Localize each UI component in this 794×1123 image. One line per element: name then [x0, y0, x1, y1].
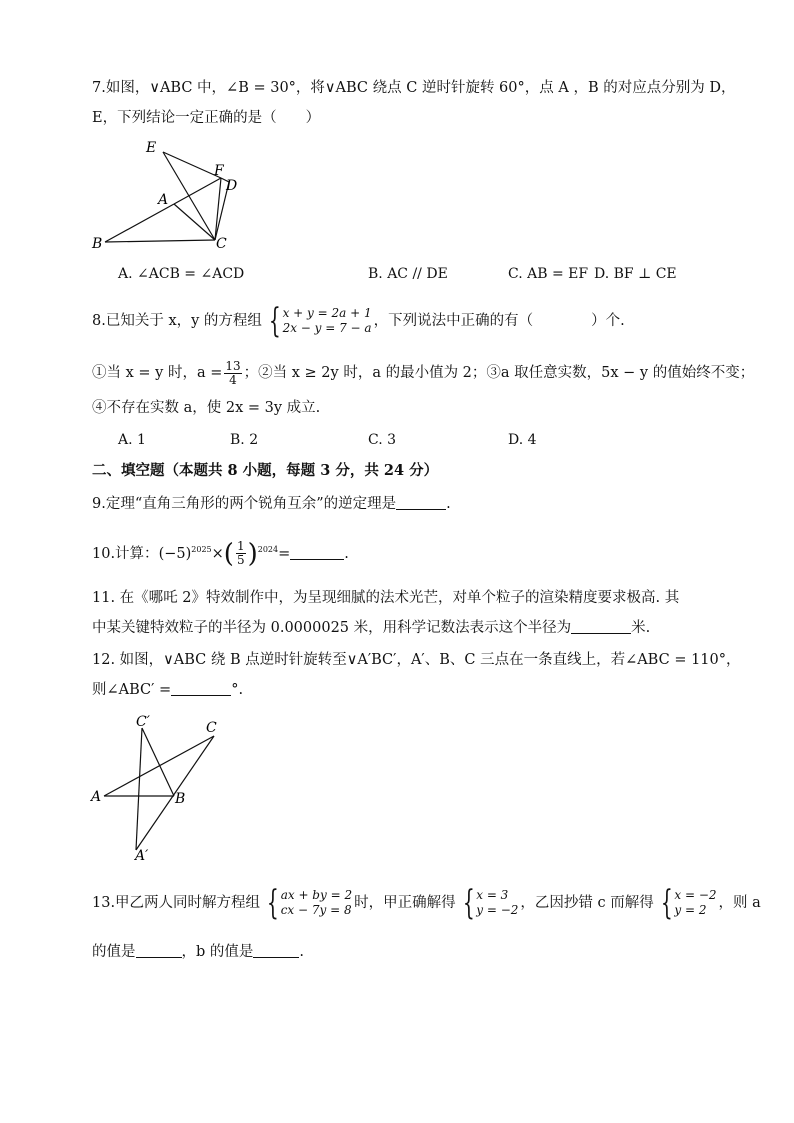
- q8-option-d: D. 4: [508, 432, 537, 448]
- q11-line2: [92, 618, 650, 638]
- q9-end: .: [446, 496, 451, 512]
- q13-sol1-brace: {: [462, 883, 475, 923]
- q9-text: 9.定理“直角三角形的两个锐角互余”的逆定理是: [92, 496, 397, 512]
- q13-eq2: cx − 7y = 8: [280, 903, 352, 917]
- q10-fraction: [236, 540, 246, 567]
- q10-prefix: 10.计算：: [92, 545, 159, 562]
- q7-label-f: F: [214, 163, 224, 179]
- q13-b-label: ，b 的值是: [181, 944, 254, 960]
- q7-figure: [88, 138, 248, 256]
- q10-exp2: 2024: [257, 545, 279, 554]
- q12-label-c-prime: C′: [136, 714, 150, 730]
- q8-frac-den: 4: [229, 372, 237, 387]
- q8-option-a: A. 1: [118, 432, 146, 448]
- q13-brace: {: [266, 883, 279, 923]
- q10-end: .: [344, 545, 349, 562]
- q11-line2-text: 中某关键特效粒子的半径为 0.0000025 米，用科学记数法表示这个半径为: [92, 620, 572, 636]
- q8-suffix: ，下列说法中正确的有（ ）个.: [373, 313, 625, 329]
- q13-a-label: 的值是: [92, 944, 136, 960]
- q11-line1: 11. 在《哪吒 2》特效制作中，为呈现细腻的法术光芒，对单个粒子的渲染精度要求极高. 其: [92, 590, 680, 606]
- q13-sol2-x: x = −2: [674, 888, 717, 902]
- q13-equation-system: [262, 883, 353, 923]
- q12-line2: [92, 680, 243, 700]
- q10-answer-blank[interactable]: [290, 545, 344, 560]
- q13-sol1-x: x = 3: [476, 888, 509, 902]
- q7-option-a: A. ∠ACB = ∠ACD: [118, 266, 245, 282]
- q12-answer-blank[interactable]: [171, 681, 231, 696]
- q8-fraction: [224, 360, 241, 387]
- q12-label-c: C: [206, 720, 217, 736]
- q12-line2-text: 则∠ABC′ =: [92, 682, 172, 698]
- q10: [92, 530, 349, 574]
- q7-stem-line2: E，下列结论一定正确的是（ ）: [92, 110, 321, 126]
- q7-stem-line1: 7.如图，∨ABC 中，∠B = 30°，将∨ABC 绕点 C 逆时针旋转 60°，点 A ，B 的对应点分别为 D，: [92, 80, 736, 96]
- q10-times: ×: [211, 545, 224, 562]
- q7-label-e: E: [146, 140, 157, 156]
- q7-label-a: A: [158, 192, 169, 208]
- q7-option-b: B. AC // DE: [368, 266, 448, 282]
- q7-label-b: B: [92, 236, 103, 252]
- q13-eq1: ax + by = 2: [280, 888, 353, 902]
- q8-equation-system: [264, 301, 372, 341]
- q13-line1: [92, 884, 761, 922]
- q13-sol1-y: y = −2: [476, 903, 519, 917]
- q8-statement4: ④不存在实数 a，使 2x = 3y 成立.: [92, 400, 321, 416]
- q8-eq2: 2x − y = 7 − a: [282, 321, 372, 335]
- q13-sol2-y: y = 2: [674, 903, 707, 917]
- q13-a-answer-blank[interactable]: [136, 943, 182, 958]
- q10-right-paren: ): [247, 538, 258, 569]
- q13-line2: [92, 942, 304, 962]
- q7-label-c: C: [216, 236, 227, 252]
- q7-option-d: D. BF ⊥ CE: [594, 266, 677, 282]
- q10-left-paren: (: [223, 538, 234, 569]
- q13-solution-yi: [656, 883, 717, 923]
- q7-option-c: C. AB = EF: [508, 266, 589, 282]
- q8-stmt1-b: ；②当 x ≥ 2y 时，a 的最小值为 2；③a 取任意实数，5x − y 的值始终不变；: [243, 365, 755, 381]
- q12-label-b: B: [175, 791, 186, 807]
- q10-exp1: 2025: [191, 545, 212, 554]
- q13-sol2-brace: {: [660, 883, 673, 923]
- q8-statements-line1: [92, 358, 754, 388]
- q12-figure: [88, 712, 228, 864]
- q13-mid: 时，甲正确解得: [354, 895, 456, 911]
- q9: [92, 494, 451, 514]
- q10-equals: =: [278, 545, 291, 562]
- section-heading: 二、填空题（本题共 8 小题，每题 3 分，共 24 分）: [92, 462, 439, 479]
- q12-label-a-prime: A′: [135, 848, 149, 864]
- q13-end: .: [299, 944, 305, 960]
- q13-tail: ，则 a: [718, 895, 761, 911]
- q8-eq1: x + y = 2a + 1: [282, 306, 372, 320]
- q9-answer-blank[interactable]: [396, 495, 446, 510]
- q13-b-answer-blank[interactable]: [253, 943, 299, 958]
- q12-line1: 12. 如图，∨ABC 绕 B 点逆时针旋转至∨A′BC′，A′、B、C 三点在一条直线上，若∠ABC = 110°，: [92, 652, 741, 668]
- q13-mid2: ，乙因抄错 c 而解得: [520, 895, 654, 911]
- q11-answer-blank[interactable]: [571, 619, 631, 634]
- q8-option-c: C. 3: [368, 432, 397, 448]
- q10-base: (−5): [158, 545, 192, 562]
- q8-brace: {: [268, 301, 281, 341]
- q8-prefix: 8.已知关于 x，y 的方程组: [92, 313, 262, 329]
- q8-stmt1-a: ①当 x = y 时，a =: [92, 365, 223, 381]
- q8-option-b: B. 2: [230, 432, 259, 448]
- q13-solution-jia: [458, 883, 519, 923]
- q7-label-d: D: [226, 178, 238, 194]
- q8-frac-num: 13: [225, 358, 241, 373]
- q12-end: °.: [231, 682, 244, 698]
- q8-stem: [92, 301, 625, 341]
- q12-label-a: A: [91, 789, 102, 805]
- q10-frac-num: 1: [236, 539, 245, 554]
- q13-prefix: 13.甲乙两人同时解方程组: [92, 895, 261, 911]
- q11-end: 米.: [631, 620, 651, 636]
- q10-frac-den: 5: [236, 553, 245, 568]
